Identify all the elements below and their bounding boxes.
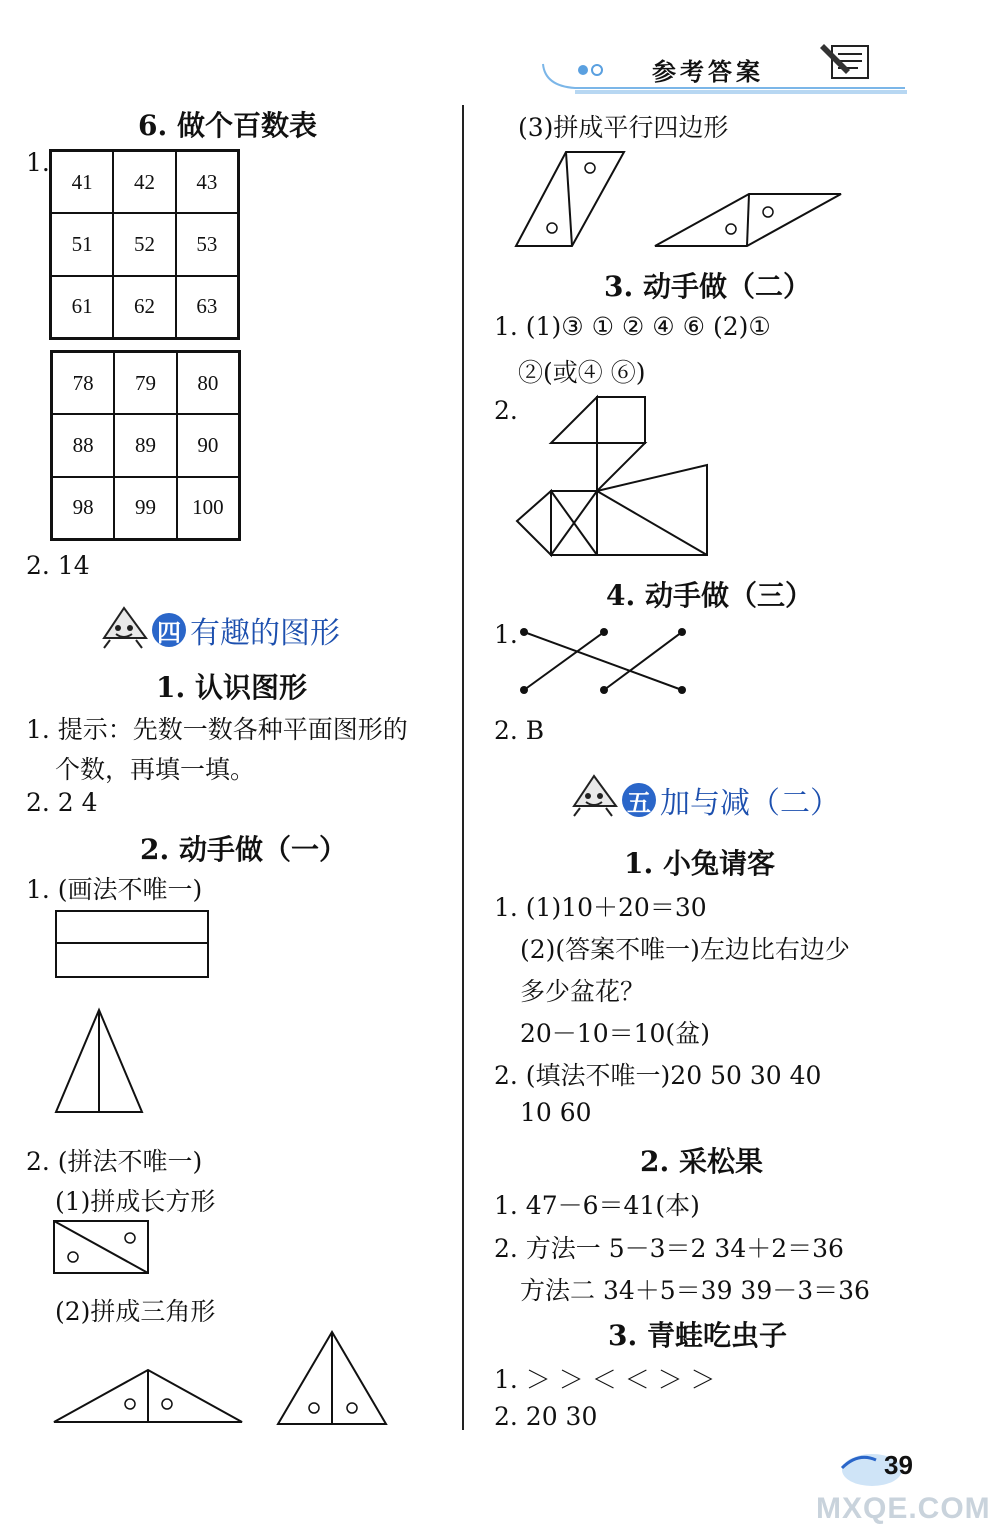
answer-line: 1. (画法不唯一): [26, 875, 203, 904]
grid-cell: 52: [113, 213, 175, 275]
answer-line: 1. (1)③ ① ② ④ ⑥ (2)①: [494, 312, 771, 341]
wide-triangle-figure: [52, 1368, 246, 1426]
section-title: 1. 认识图形: [156, 671, 307, 704]
page-number: 39: [884, 1450, 913, 1480]
mascot-icon: [566, 770, 624, 818]
grid-cell: 62: [113, 276, 175, 338]
unit-title: 加与减（二）: [660, 786, 840, 821]
answer-line: 多少盆花？: [520, 977, 646, 1006]
answer-line: (1)拼成长方形: [55, 1187, 216, 1216]
column-divider: [462, 105, 464, 1430]
section-title-hundred-chart: 6. 做个百数表: [138, 109, 317, 142]
answer-line: (2)拼成三角形: [55, 1297, 216, 1326]
question-label: 1.: [26, 148, 50, 177]
answer-line: 10 60: [520, 1098, 592, 1127]
answer-line: 2. 方法一 5－3＝2 34＋2＝36: [494, 1234, 844, 1263]
answer-line: 2. 2 4: [26, 788, 98, 817]
grid-cell: 42: [113, 151, 175, 213]
grid-cell: 98: [52, 477, 114, 539]
tall-triangle-figure: [276, 1330, 390, 1428]
divided-rectangle-figure: [55, 910, 211, 980]
divided-triangle-figure: [54, 1008, 146, 1116]
watermark: MXQE.COM: [816, 1492, 991, 1525]
number-grid-1: [49, 149, 240, 340]
answer-line: (2)(答案不唯一)左边比右边少: [520, 935, 850, 964]
grid-cell: 63: [176, 276, 238, 338]
tangram-swan-figure: [515, 395, 711, 559]
section-title: 2. 采松果: [640, 1145, 763, 1178]
grid-cell: 80: [177, 352, 239, 414]
grid-cell: 89: [114, 414, 176, 476]
answer-line: 2.: [494, 396, 518, 425]
grid-cell: 78: [52, 352, 114, 414]
header-title: 参考答案: [652, 57, 764, 86]
answer-line: 2. B: [494, 716, 545, 745]
answer-line: (3)拼成平行四边形: [518, 113, 729, 142]
section-title: 2. 动手做（一）: [140, 833, 347, 866]
number-grid-2: [50, 350, 241, 541]
parallelogram-figure-2: [653, 190, 845, 250]
grid-cell: 53: [176, 213, 238, 275]
unit-heading-4: [152, 608, 340, 652]
parallelogram-figure-1: [514, 150, 628, 250]
grid-cell: 43: [176, 151, 238, 213]
answer-line: 2. 14: [26, 551, 90, 580]
unit-number-badge: 五: [622, 783, 656, 817]
grid-cell: 61: [51, 276, 113, 338]
answer-line: 1. 47－6＝41(本): [494, 1191, 700, 1220]
section-title: 3. 青蛙吃虫子: [608, 1319, 787, 1352]
pencil-notebook-icon: [820, 40, 880, 84]
grid-cell: 41: [51, 151, 113, 213]
grid-cell: 100: [177, 477, 239, 539]
section-title: 3. 动手做（二）: [604, 270, 811, 303]
answer-line: 2. (填法不唯一)20 50 30 40: [494, 1061, 822, 1090]
grid-cell: 88: [52, 414, 114, 476]
crossing-lines-figure: [518, 624, 688, 696]
answer-line: 个数，再填一填。: [55, 755, 256, 784]
answer-line: 2. 20 30: [494, 1402, 598, 1431]
grid-cell: 99: [114, 477, 176, 539]
answer-line: 2. (拼法不唯一): [26, 1147, 203, 1176]
section-title: 1. 小兔请客: [624, 847, 775, 880]
answer-line: ②(或④ ⑥): [518, 358, 646, 387]
grid-cell: 51: [51, 213, 113, 275]
answer-line: 1.: [494, 620, 518, 649]
unit-number-badge: 四: [152, 613, 186, 647]
mascot-icon: [96, 602, 154, 650]
answer-line: 1. 提示：先数一数各种平面图形的: [26, 715, 408, 744]
unit-title: 有趣的图形: [190, 616, 340, 651]
unit-heading-5: [622, 778, 840, 822]
answer-line: 1. (1)10＋20＝30: [494, 893, 707, 922]
grid-cell: 79: [114, 352, 176, 414]
section-title: 4. 动手做（三）: [606, 579, 813, 612]
grid-cell: 90: [177, 414, 239, 476]
answer-line: 20－10＝10(盆): [520, 1019, 710, 1048]
answer-line: 1. ＞ ＞ ＜ ＜ ＞ ＞: [494, 1365, 716, 1394]
rectangle-from-triangles-figure: [53, 1220, 151, 1276]
answer-line: 方法二 34＋5＝39 39－3＝36: [520, 1276, 870, 1305]
